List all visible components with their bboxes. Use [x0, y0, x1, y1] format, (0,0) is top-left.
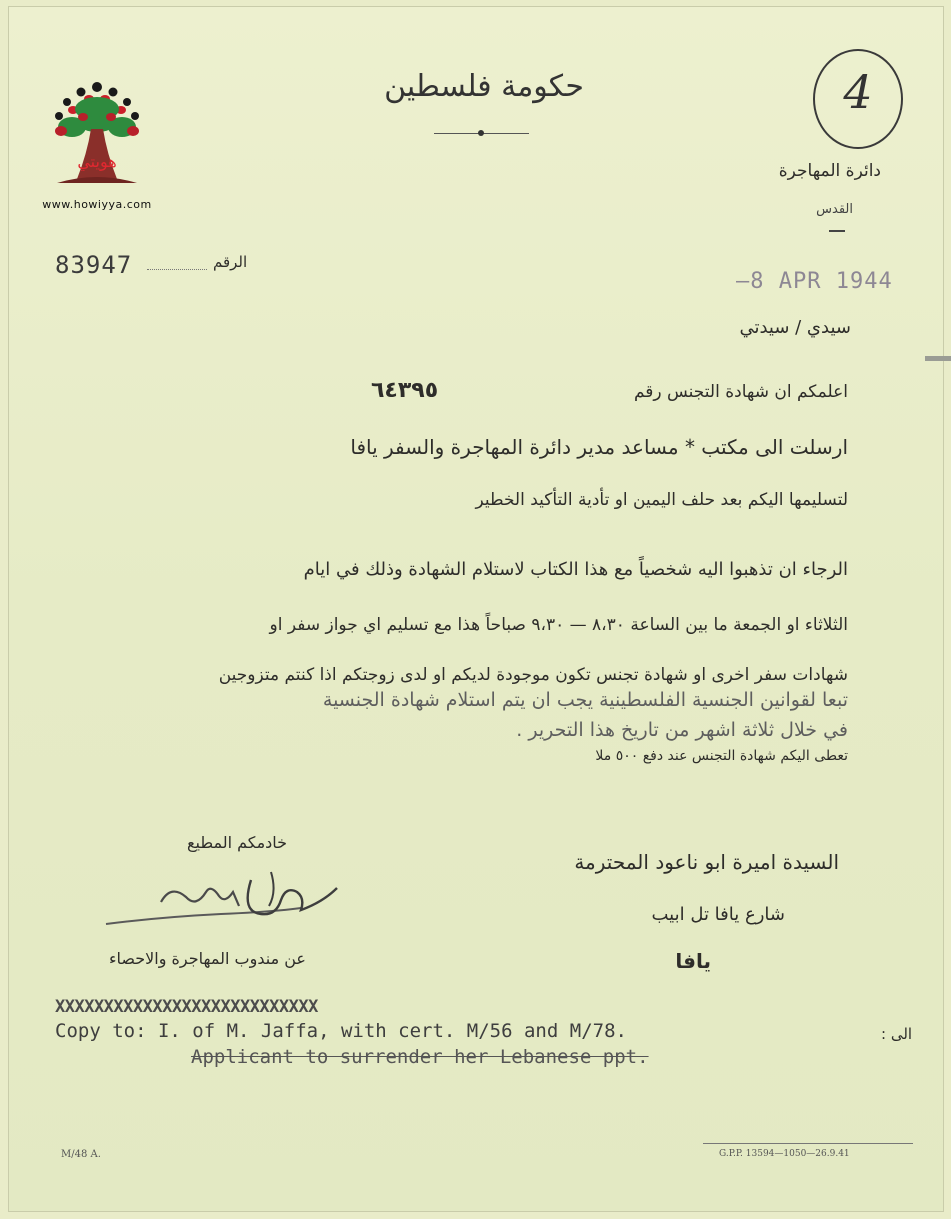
closing-from-label: عن مندوب المهاجرة والاحصاء	[109, 949, 306, 968]
paragraph-2-line-3: شهادات سفر اخرى او شهادة تجنس تكون موجودة لديكم او لدى زوجتكم اذا كنتم متزوجين	[218, 665, 848, 685]
department-city: القدس	[816, 202, 853, 217]
reference-label: الرقم	[213, 253, 248, 271]
paragraph-2-line-4: تبعا لقوانين الجنسية الفلسطينية يجب ان يتم استلام شهادة الجنسية	[322, 689, 848, 711]
printer-code: G.P.P. 13594—1050—26.9.41	[719, 1149, 850, 1159]
form-code: M/48 A.	[61, 1149, 101, 1160]
margin-mark	[925, 356, 951, 361]
circled-number-text: 4	[843, 65, 873, 119]
reference-dotted-line	[147, 269, 207, 270]
recipient-street: شارع يافا تل ابيب	[651, 904, 785, 925]
logo-url: www.howiyya.com	[42, 198, 152, 211]
footer-rule	[703, 1143, 913, 1144]
body-line-2: ارسلت الى مكتب * مساعد مدير دائرة المهاجرة والسفر يافا	[350, 435, 848, 459]
page-title: حكومة فلسطين	[384, 69, 584, 104]
struck-out-line: XXXXXXXXXXXXXXXXXXXXXXXXXXX	[55, 997, 318, 1017]
salutation: سيدي / سيدتي	[739, 317, 851, 338]
paragraph-2-line-6: تعطى اليكم شهادة التجنس عند دفع ٥٠٠ ملا	[595, 748, 848, 764]
recipient-city: يافا	[675, 949, 711, 973]
body-line-1: اعلمكم ان شهادة التجنس رقم	[633, 382, 848, 402]
closing-servant: خادمكم المطيع	[187, 833, 288, 852]
to-label: الى :	[881, 1025, 913, 1043]
header-divider-dot	[478, 130, 484, 136]
recipient-name: السيدة اميرة ابو ناعود المحترمة	[574, 850, 839, 874]
signature	[101, 862, 351, 937]
city-underline	[829, 230, 845, 232]
howiyya-logo	[47, 79, 147, 194]
paragraph-2-line-2: الثلاثاء او الجمعة ما بين الساعة ٨،٣٠ — ٩،٣٠ صباحاً هذا مع تسليم اي جواز سفر او	[269, 615, 848, 635]
paragraph-2-line-1: الرجاء ان تذهبوا اليه شخصياً مع هذا الكتاب لاستلام الشهادة وذلك في ايام	[303, 559, 848, 580]
date-stamp: —8 APR 1944	[736, 269, 893, 294]
letter-page	[8, 6, 944, 1212]
certificate-number: ٦٤٣٩٥	[371, 378, 439, 403]
reference-number: 83947	[55, 251, 133, 279]
department-name: دائرة المهاجرة	[778, 161, 881, 181]
paragraph-2-line-5: في خلال ثلاثة اشهر من تاريخ هذا التحرير .	[516, 719, 848, 741]
applicant-note: Applicant to surrender her Lebanese ppt.	[191, 1046, 649, 1068]
copy-to-line: Copy to: I. of M. Jaffa, with cert. M/56 and M/78.	[55, 1020, 627, 1042]
logo-lettering: هويتي	[77, 152, 117, 171]
body-line-3: لتسليمها اليكم بعد حلف اليمين او تأدية التأكيد الخطير	[475, 490, 848, 510]
circled-page-number	[813, 49, 903, 149]
